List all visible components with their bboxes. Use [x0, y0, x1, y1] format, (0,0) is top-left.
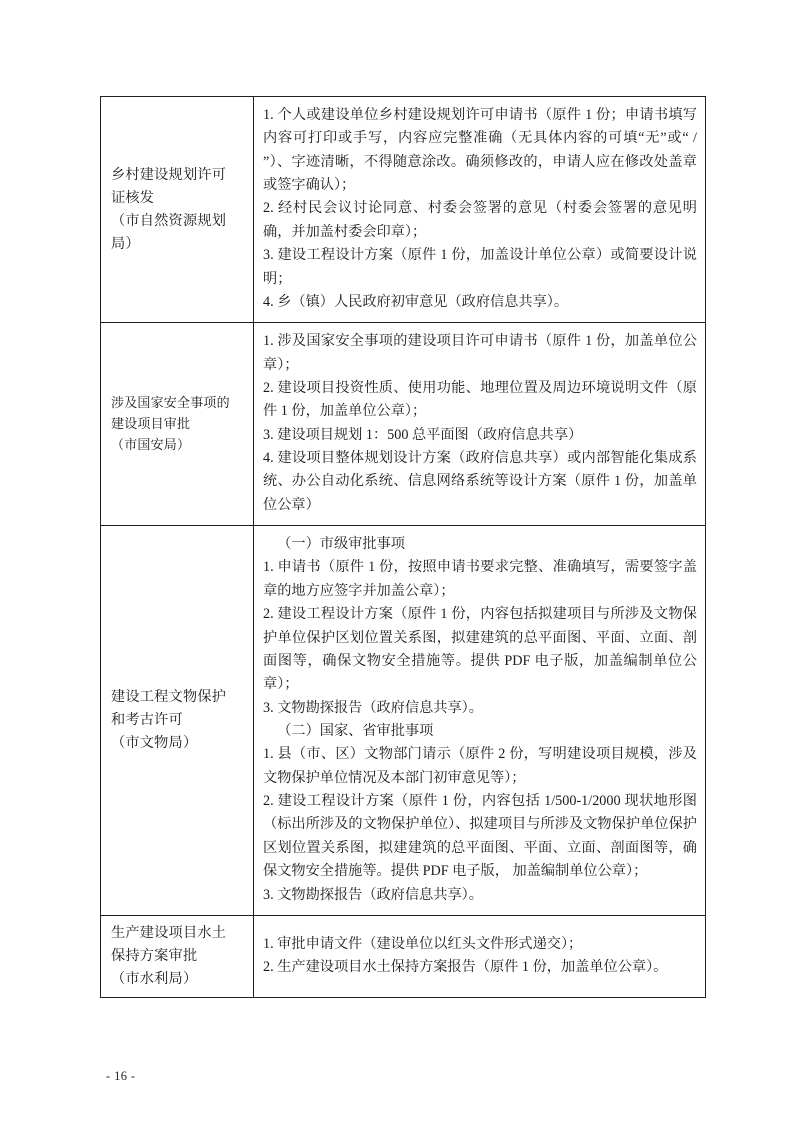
requirements-table [100, 96, 706, 998]
item-name-line: 建设工程文物保护 [111, 688, 227, 705]
table-cell-item-name [101, 526, 254, 916]
table-cell-requirements [254, 526, 706, 916]
requirement-paragraph: 1. 申请书（原件 1 份，按照申请书要求完整、准确填写，需要签字盖章的地方应签字并加盖公章）； [263, 559, 697, 599]
item-name-line: 和考古许可 [111, 711, 183, 728]
item-name-line: 涉及国家安全事项的 [111, 394, 230, 410]
table-cell-requirements [254, 323, 706, 526]
requirements-block [254, 323, 705, 525]
item-name-line: 保持方案审批 [111, 947, 198, 964]
item-name-line: 局） [111, 235, 140, 252]
item-name-line: （市水利局） [111, 970, 198, 987]
requirement-paragraph: 1. 审批申请文件（建设单位以红头文件形式递交）； [263, 935, 583, 952]
requirement-paragraph: 3. 文物勘探报告（政府信息共享）。 [263, 699, 483, 716]
requirement-section-heading: （二）国家、省审批事项 [277, 722, 434, 739]
table-row [101, 97, 706, 323]
requirement-paragraph: 2. 经村民会议讨论同意、村委会签署的意见（村委会签署的意见明确，并加盖村委会印章）； [263, 200, 697, 240]
requirement-paragraph: 3. 建设项目规划 1：500 总平面图（政府信息共享） [263, 426, 583, 443]
table-cell-item-name [101, 97, 254, 323]
item-name-line: 证核发 [111, 189, 155, 206]
requirement-paragraph: 4. 乡（镇）人民政府初审意见（政府信息共享）。 [263, 293, 569, 310]
requirement-paragraph: 2. 生产建设项目水土保持方案报告（原件 1 份，加盖单位公章）。 [263, 958, 668, 975]
item-name-line: （市文物局） [111, 734, 198, 751]
item-name-block [101, 916, 253, 997]
requirement-paragraph: 3. 文物勘探报告（政府信息共享）。 [263, 886, 483, 903]
requirement-section-heading: （一）市级审批事项 [277, 536, 405, 553]
page-number-footer: - 16 - [106, 1069, 136, 1083]
item-name-block [101, 158, 253, 262]
requirement-paragraph: 4. 建设项目整体规划设计方案（政府信息共享）或内部智能化集成系统、办公自动化系统、信息网络系统等设计方案（原件 1 份，加盖单位公章） [263, 450, 697, 513]
table-cell-item-name [101, 915, 254, 997]
table-row [101, 323, 706, 526]
table-row [101, 915, 706, 997]
requirement-paragraph: 1. 涉及国家安全事项的建设项目许可申请书（原件 1 份，加盖单位公章）； [263, 333, 697, 373]
item-name-line: 生产建设项目水土 [111, 924, 227, 941]
item-name-block [101, 387, 253, 461]
requirement-paragraph: 1. 县（市、区）文物部门请示（原件 2 份，写明建设项目规模，涉及文物保护单位情况及本部门初审意见等）； [263, 746, 697, 786]
item-name-line: （市自然资源规划 [111, 212, 227, 229]
table-body [101, 97, 706, 998]
requirement-paragraph: 1. 个人或建设单位乡村建设规划许可申请书（原件 1 份；申请书填写内容可打印或手写，内容应完整准确（无具体内容的可填“无”或“ / ”）、字迹清晰，不得随意涂改。确须修改的，申请人应在修改处盖章或签字确认）； [263, 107, 697, 194]
table-cell-requirements [254, 915, 706, 997]
item-name-line: 乡村建设规划许可 [111, 166, 227, 183]
table-cell-requirements [254, 97, 706, 323]
table-row [101, 526, 706, 916]
requirement-paragraph: 2. 建设工程设计方案（原件 1 份，内容包括拟建项目与所涉及文物保护单位保护区划位置关系图，拟建建筑的总平面图、平面、立面、剖面图等，确保文物安全措施等。提供 PDF 电子版，加盖编制单位公章）； [263, 606, 697, 693]
requirements-block [254, 926, 705, 988]
requirements-block [254, 526, 705, 915]
item-name-line: 建设项目审批 [111, 415, 191, 431]
requirement-paragraph: 3. 建设工程设计方案（原件 1 份，加盖设计单位公章）或简要设计说明； [263, 247, 697, 287]
table-cell-item-name [101, 323, 254, 526]
requirement-paragraph: 2. 建设工程设计方案（原件 1 份，内容包括 1/500-1/2000 现状地形图（标出所涉及的文物保护单位）、拟建项目与所涉及文物保护单位保护区划位置关系图，拟建建筑的总平面图、平面、立面、剖面图等，确保文物安全措施等。提供 PDF 电子版， 加盖编制单位公章）； [263, 793, 697, 880]
item-name-block [101, 680, 253, 761]
requirement-paragraph: 2. 建设项目投资性质、使用功能、地理位置及周边环境说明文件（原件 1 份，加盖单位公章）； [263, 379, 697, 420]
requirements-block [254, 97, 705, 322]
item-name-line: （市国安局） [111, 436, 191, 452]
